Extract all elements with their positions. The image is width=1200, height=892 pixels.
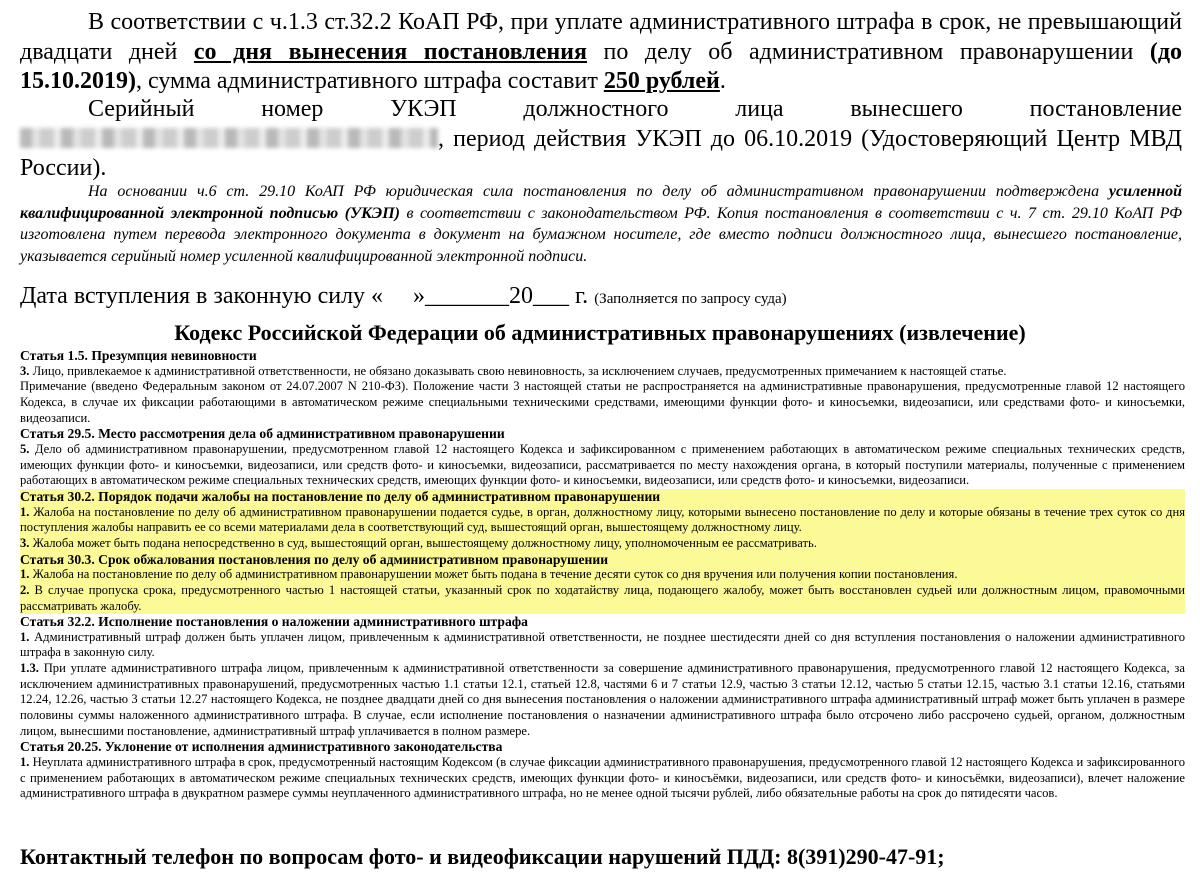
article <box>20 552 1185 615</box>
paragraph-text: Жалоба на постановление по делу об административном правонарушении может быть подана в течение десяти суток со дня вручения или получения копии постановления. <box>29 567 958 582</box>
paragraph1-text: В соответствии с ч.1.3 ст.32.2 КоАП РФ, при уплате административного штрафа в срок, не превышающий двадцати дней <box>20 9 1182 65</box>
paragraph-number: 3. <box>20 535 30 550</box>
article-paragraph <box>20 364 1185 380</box>
underlined-phrase: со дня вынесения постановления <box>193 38 587 65</box>
paragraph-text: Жалоба может быть подана непосредственно в суд, вышестоящий орган, вышестоящему должностному лицу, уполномоченным ее рассматривать. <box>29 535 817 550</box>
article-paragraph <box>20 442 1185 489</box>
article-heading: Статья 30.3. Срок обжалования постановления по делу об административном правонарушении <box>20 551 609 567</box>
serial-value-line <box>20 125 1182 184</box>
paragraph-text: В случае пропуска срока, предусмотренного частью 1 настоящей статьи, указанный срок по ходатайству лица, подающего жалобу, может быть восстановлен судьей или должностным лицом, правомочными рассматривать жалобу. <box>20 582 1185 613</box>
legal-basis-text: в соответствии с законодательством РФ. Копия постановления в соответствии с ч. 7 ст. 29.10 КоАП РФ изготовлена путем перевода электронного документа в документ на бумажном носителе, где вместо подписи должностного лица, вынесшего постановление, указывается серийный номер усиленной квалифицированной электронной подписи. <box>20 204 1182 265</box>
article-paragraph <box>20 583 1185 614</box>
paragraph1-text: , сумма административного штрафа составит <box>136 68 604 94</box>
paragraph-text: Жалоба на постановление по делу об административном правонарушении подается судье, в орган, должностному лицу, которыми вынесено постановление по делу и которые обязаны в течение трех суток со дня поступления жалобы направить ее со всеми материалами дела в соответствующий суд, вышестоящий орган, вышестоящему должностному лицу. <box>20 504 1185 535</box>
contact-phone: Контактный телефон по вопросам фото- и видеофиксации нарушений ПДД: 8(391)290-47-91; <box>20 844 945 869</box>
paragraph-text: Неуплата административного штрафа в срок, предусмотренный настоящим Кодексом (в случае фиксации административного правонарушения, предусмотренного главой 12 настоящего Кодекса и зафиксированного с применением работающих в автоматическом режиме специальных технических средств, имеющих функции фото- и киносъёмки, видеозаписи, или средств фото- и киносъёмки, видеозаписи), влечет наложение административного штрафа в двукратном размере суммы неуплаченного административного штрафа, но не менее одной тысячи рублей, либо обязательные работы на срок до пятидесяти часов. <box>20 755 1185 801</box>
serial-line <box>20 95 1182 125</box>
signature-serial-paragraph <box>20 95 1182 184</box>
effective-date-text: Дата вступления в законную силу « »_______20___ г. <box>20 283 589 309</box>
paragraph-number: 3. <box>20 363 30 378</box>
code-extract <box>20 348 1185 802</box>
blurred-serial-number <box>20 128 438 148</box>
article-heading: Статья 1.5. Презумпция невиновности <box>20 348 257 363</box>
legal-basis-paragraph <box>20 181 1182 267</box>
fine-amount: 250 рублей <box>603 68 720 94</box>
ukep-bold: усиленной квалифицированной электронной подписью (УКЭП) <box>20 183 1182 222</box>
paragraph-number: 1. <box>20 629 30 644</box>
article <box>20 739 1185 802</box>
effective-date-line <box>20 282 787 313</box>
article-heading: Статья 32.2. Исполнение постановления о наложении административного штрафа <box>20 614 528 630</box>
article-paragraph <box>20 567 1185 583</box>
paragraph1-text: по делу об административном правонарушении <box>587 38 1150 65</box>
article <box>20 348 1185 426</box>
article-paragraph <box>20 661 1185 739</box>
article-heading: Статья 30.2. Порядок подачи жалобы на постановление по делу об административном правонарушении <box>20 488 661 504</box>
paragraph-number: 1. <box>20 504 30 519</box>
paragraph-number: 1. <box>20 755 30 770</box>
paragraph-text: Примечание (введено Федеральным законом от 24.07.2007 N 210-ФЗ). Положение части 3 настоящей статьи не распространяется на административные правонарушения, предусмотренные главой 12 настоящего Кодекса, в случае их фиксации работающими в автоматическом режиме специальными техническими средствами, имеющими функции фото- и киносъемки, видеозаписи, или средствами фото- и киносъемки, видеозаписи. <box>20 379 1185 425</box>
paragraph-text: Дело об административном правонарушении, предусмотренном главой 12 настоящего Кодекса и зафиксированном с применением работающих в автоматическом режиме специальных технических средств, имеющих функции фото- и киносъемки, видеозаписи, или средств фото- и киносъемки, видеозаписи, рассматривается по месту нахождения органа, в который поступили материалы, полученные с применением работающих в автоматическом режиме специальных технических средств, имеющих функции фото- и киносъемки, видеозаписи, или средств фото- и киносъемки, видеозаписи. <box>20 441 1185 488</box>
code-title: Кодекс Российской Федерации об административных правонарушениях (извлечение) <box>174 320 1026 345</box>
court-request-note: (Заполняется по запросу суда) <box>594 291 787 307</box>
article <box>20 614 1185 739</box>
fine-discount-paragraph <box>20 8 1182 97</box>
article-paragraph <box>20 536 1185 552</box>
article <box>20 489 1185 552</box>
paragraph-number: 2. <box>20 582 30 597</box>
paragraph-text: Административный штраф должен быть уплачен лицом, привлеченным к административной ответственности, не позднее шестидесяти дней со дня вступления постановления о наложении административного штрафа в законную силу. <box>20 629 1185 660</box>
article <box>20 426 1185 489</box>
article-paragraph <box>20 630 1185 661</box>
paragraph1-text: . <box>719 68 726 94</box>
paragraph-number: 1.3. <box>20 661 39 676</box>
serial-label-text: Серийный номер УКЭП должностного лица вынесшего постановление <box>88 96 1182 122</box>
paragraph-text: При уплате административного штрафа лицом, привлеченным к административной ответственности за совершение административного правонарушения, предусмотренного главой 12 настоящего Кодекса, за исключением административных правонарушений, предусмотренных частью 1.1 статьи 12.1, статьей 12.8, частями 6 и 7 статьи 12.9, частью 3 статьи 12.12, частью 5 статьи 12.15, частью 3.1 статьи 12.16, статьями 12.24, 12.26, частью 3 статьи 12.27 настоящего Кодекса, не позднее двадцати дней со дня вынесения постановления о наложении административного штрафа административный штраф может быть уплачен в размере половины суммы наложенного административного штрафа. В случае, если исполнение постановления о назначении административного штрафа было отсрочено либо рассрочено судьей, органом, должностным лицом, вынесшими постановление, административный штраф уплачивается в полном размере. <box>20 661 1185 738</box>
ukep-validity-text: , период действия УКЭП до 06.10.2019 (Удостоверяющий Центр МВД России). <box>20 125 1182 181</box>
legal-basis-text: На основании ч.6 ст. 29.10 КоАП РФ юридическая сила постановления по делу об административном правонарушении подтверждена <box>88 183 1109 200</box>
paragraph-number: 1. <box>20 567 30 582</box>
article-paragraph <box>20 755 1185 802</box>
paragraph-text: Лицо, привлекаемое к административной ответственности, не обязано доказывать свою невиновность, за исключением случаев, предусмотренных примечанием к настоящей статье. <box>29 363 1007 378</box>
article-heading: Статья 29.5. Место рассмотрения дела об административном правонарушении <box>20 426 505 442</box>
serial-label <box>20 95 1182 125</box>
article-heading: Статья 20.25. Уклонение от исполнения административного законодательства <box>20 739 503 755</box>
article-paragraph <box>20 379 1185 426</box>
article-paragraph <box>20 505 1185 536</box>
deadline-date: (до 15.10.2019) <box>20 38 1182 94</box>
paragraph-number: 5. <box>20 441 30 456</box>
